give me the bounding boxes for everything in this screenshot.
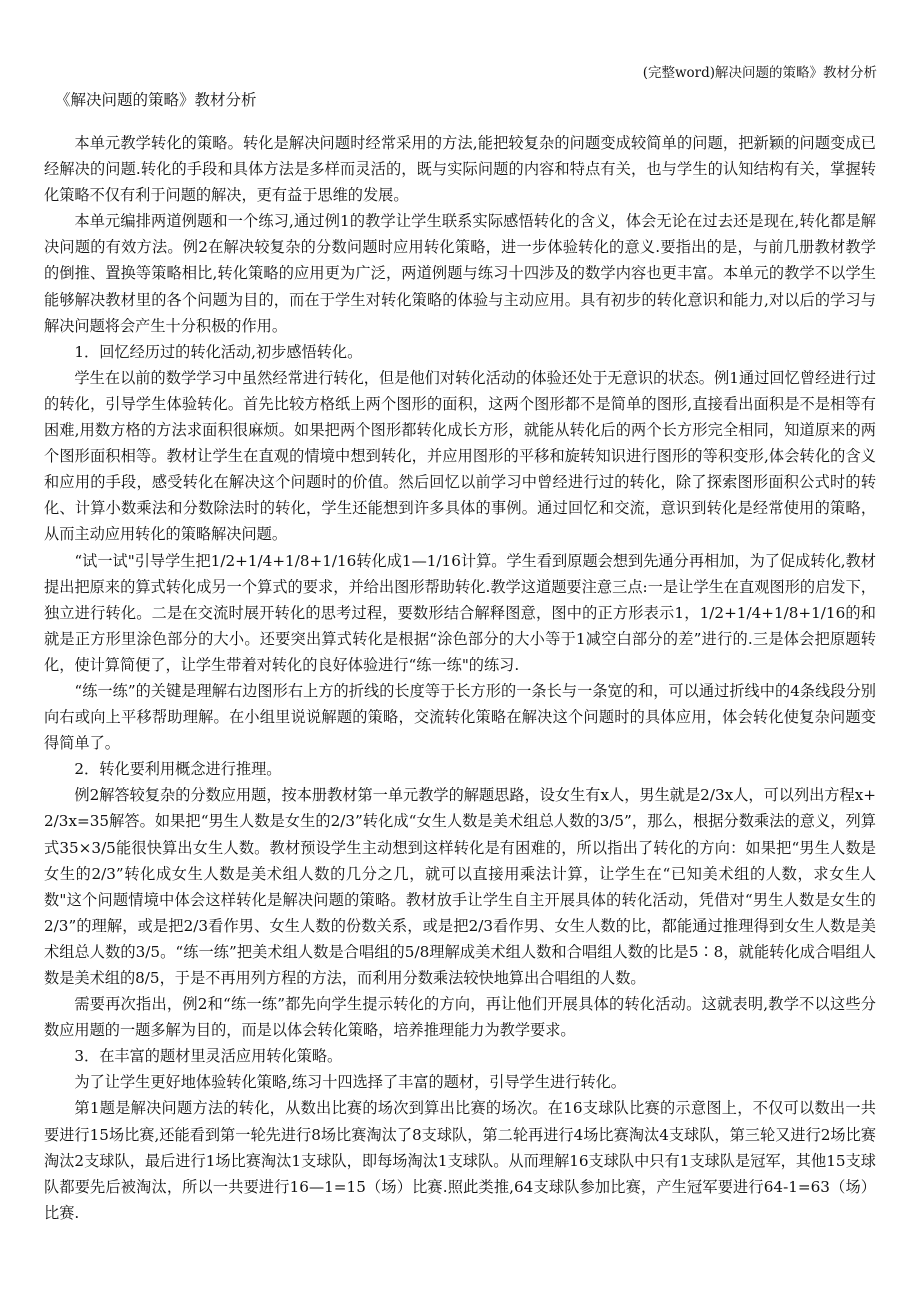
paragraph-question-1: 第1题是解决问题方法的转化，从数出比赛的场次到算出比赛的场次。在16支球队比赛的示意图上，不仅可以数出一共要进行15场比赛,还能看到第一轮先进行8场比赛淘汰了8支球队，第二轮再进行4场比赛淘汰4支球队，第三轮又进行2场比赛淘汰2支球队，最后进行1场比赛淘汰1支球队，即每场淘汰1支球队。从而理解16支球队中只有1支球队是冠军，其他15支球队都要先后被淘汰，所以一共要进行16—1=15（场）比赛.照此类推,64支球队参加比赛，产生冠军要进行64-1=63（场）比赛. — [44, 1099, 876, 1222]
paragraph-example-2: 例2解答较复杂的分数应用题，按本册教材第一单元教学的解题思路，设女生有x人，男生就是2/3x人，可以列出方程x+2/3x=35解答。如果把“男生人数是女生的2/3”转化成“女生人数是美术组总人数的3/5”，那么，根据分数乘法的意义，列算式35×3/5能很快算出女生人数。教材预设学生主动想到这样转化是有困难的，所以指出了转化的方向：如果把“男生人数是女生的2/3”转化成女生人数是美术组人数的几分之几，就可以直接用乘法计算，让学生在“已知美术组的人数，求女生人数"这个问题情境中体会这样转化是解决问题的策略。教材放手让学生自主开展具体的转化活动，凭借对“男生人数是女生的2/3”的理解，或是把2/3看作男、女生人数的份数关系，或是把2/3看作男、女生人数的比，都能通过推理得到女生人数是美术组总人数的3/5。“练一练”把美术组人数是合唱组的5/8理解成美术组人数和合唱组人数的比是5∶8，就能转化成合唱组人数是美术组的8/5，于是不再用列方程的方法，而利用分数乘法较快地算出合唱组的人数。 — [44, 786, 876, 987]
section-heading-1: 1．回忆经历过的转化活动,初步感悟转化。 — [74, 342, 363, 361]
paragraph-example-1: 学生在以前的数学学习中虽然经常进行转化，但是他们对转化活动的体验还处于无意识的状态。例1通过回忆曾经进行过的转化，引导学生体验转化。首先比较方格纸上两个图形的面积，这两个图形都不是简单的图形,直接看出面积是不是相等有困难,用数方格的方法求面积很麻烦。如果把两个图形都转化成长方形，就能从转化后的两个长方形完全相同，知道原来的两个图形面积相等。教材让学生在直观的情境中想到转化，并应用图形的平移和旋转知识进行图形的等积变形,体会转化的含义和应用的手段，感受转化在解决这个问题时的价值。然后回忆以前学习中曾经进行过的转化，除了探索图形面积公式时的转化、计算小数乘法和分数除法时的转化，学生还能想到许多具体的事例。通过回忆和交流，意识到转化是经常使用的策略，从而主动应用转化的策略解决问题。 — [44, 368, 876, 544]
paragraph-practice-1: “练一练”的关键是理解右边图形右上方的折线的长度等于长方形的一条长与一条宽的和，可以通过折线中的4条线段分别向右或向上平移帮助理解。在小组里说说解题的策略，交流转化策略在解决这个问题时的具体应用，体会转化使复杂问题变得简单了。 — [44, 681, 876, 753]
document-title: 《解决问题的策略》教材分析 — [55, 91, 257, 109]
running-header: (完整word)解决问题的策略》教材分析 — [642, 65, 877, 81]
section-heading-3: 3．在丰富的题材里灵活应用转化策略。 — [74, 1047, 343, 1066]
paragraph-try-it: “试一试"引导学生把1/2+1/4+1/8+1/16转化成1—1/16计算。学生看到原题会想到先通分再相加，为了促成转化,教材提出把原来的算式转化成另一个算式的要求，并给出图形帮助转化.教学这道题要注意三点:一是让学生在直观图形的启发下，独立进行转化。二是在交流时展开转化的思考过程，要数形结合解释图意，图中的正方形表示1，1/2+1/4+1/8+1/16的和就是正方形里涂色部分的大小。还要突出算式转化是根据“涂色部分的大小等于1减空白部分的差”进行的.三是体会把原题转化，使计算简便了，让学生带着对转化的良好体验进行“练一练"的练习. — [44, 551, 876, 674]
paragraph-unit-overview: 本单元编排两道例题和一个练习,通过例1的教学让学生联系实际感悟转化的含义，体会无论在过去还是现在,转化都是解决问题的有效方法。例2在解决较复杂的分数问题时应用转化策略，进一步体验转化的意义.要指出的是，与前几册教材教学的倒推、置换等策略相比,转化策略的应用更为广泛，两道例题与练习十四涉及的数学内容也更丰富。本单元的教学不以学生能够解决教材里的各个问题为目的，而在于学生对转化策略的体验与主动应用。具有初步的转化意识和能力,对以后的学习与解决问题将会产生十分积极的作用。 — [44, 212, 876, 335]
section-heading-2: 2．转化要利用概念进行推理。 — [74, 760, 282, 779]
document-body — [44, 130, 876, 1226]
paragraph-exercise-14: 为了让学生更好地体验转化策略,练习十四选择了丰富的题材，引导学生进行转化。 — [74, 1073, 626, 1092]
paragraph-intro: 本单元教学转化的策略。转化是解决问题时经常采用的方法,能把较复杂的问题变成较简单的问题，把新颖的问题变成已经解决的问题.转化的手段和具体方法是多样而灵活的，既与实际问题的内容和特点有关，也与学生的认知结构有关，掌握转化策略不仅有利于问题的解决，更有益于思维的发展。 — [44, 134, 876, 205]
paragraph-emphasis: 需要再次指出，例2和“练一练”都先向学生提示转化的方向，再让他们开展具体的转化活动。这就表明,教学不以这些分数应用题的一题多解为目的，而是以体会转化策略，培养推理能力为教学要求。 — [44, 995, 876, 1040]
